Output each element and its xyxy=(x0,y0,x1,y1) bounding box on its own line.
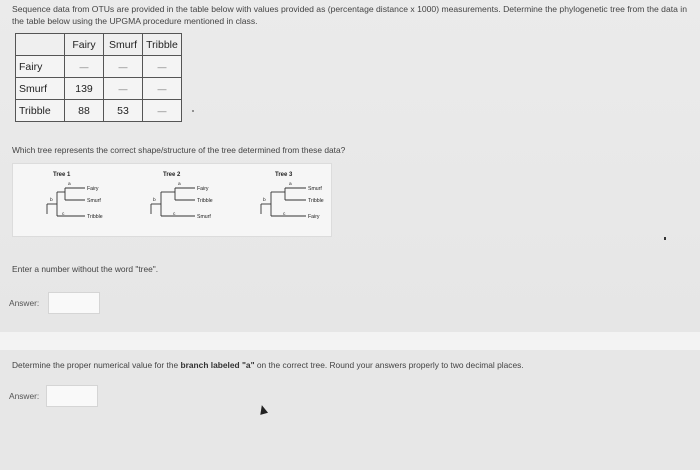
instruction-text: Enter a number without the word "tree". xyxy=(12,264,159,274)
table-cell: 88 xyxy=(65,100,104,122)
branch-answer-input[interactable] xyxy=(46,385,98,407)
stray-dot xyxy=(192,110,194,112)
tree-title: Tree 3 xyxy=(275,172,293,178)
answer-label: Answer: xyxy=(9,298,40,308)
table-row xyxy=(16,56,182,78)
leaf-label: Smurf xyxy=(197,214,211,220)
table-cell: — xyxy=(65,56,104,78)
table-cell: — xyxy=(104,56,143,78)
table-cell: — xyxy=(104,78,143,100)
tree-answer-input[interactable] xyxy=(48,292,100,314)
table-cell: 53 xyxy=(104,100,143,122)
tree-title: Tree 2 xyxy=(163,172,181,178)
branch-question-prefix: Determine the proper numerical value for the xyxy=(12,360,181,370)
column-header: Smurf xyxy=(104,34,143,56)
node-label-b: b xyxy=(153,198,156,203)
branch-question-text xyxy=(12,360,692,370)
node-label-c: c xyxy=(283,212,286,217)
table-row xyxy=(16,78,182,100)
tree-title: Tree 1 xyxy=(53,172,71,178)
table-cell: — xyxy=(143,78,182,100)
table-row xyxy=(16,100,182,122)
leaf-label: Fairy xyxy=(308,214,320,220)
row-header: Fairy xyxy=(16,56,65,78)
tree-3 xyxy=(261,172,324,220)
tree-question-text: Which tree represents the correct shape/structure of the tree determined from these data? xyxy=(12,145,346,155)
row-header: Smurf xyxy=(16,78,65,100)
distance-table xyxy=(15,33,182,122)
column-header: Fairy xyxy=(65,34,104,56)
leaf-label: Fairy xyxy=(87,186,99,192)
table-header-row xyxy=(16,34,182,56)
answer-label: Answer: xyxy=(9,391,40,401)
node-label-a: a xyxy=(289,182,292,187)
leaf-label: Fairy xyxy=(197,186,209,192)
node-label-b: b xyxy=(50,198,53,203)
node-label-a: a xyxy=(68,182,71,187)
branch-question-bold: branch labeled "a" xyxy=(180,360,255,370)
table-cell: — xyxy=(143,56,182,78)
leaf-label: Tribble xyxy=(197,198,213,204)
table-corner-cell xyxy=(16,34,65,56)
tree-1 xyxy=(47,172,103,220)
leaf-label: Tribble xyxy=(87,214,103,220)
question-text: Sequence data from OTUs are provided in the table below with values provided as (percentage distance x 1000) measurements. Determine the phylogenetic tree from the data in the table below using the UPGMA procedure mentioned in class. xyxy=(12,4,687,26)
node-label-c: c xyxy=(62,212,65,217)
leaf-label: Tribble xyxy=(308,198,324,204)
tree-options-image xyxy=(12,163,332,237)
leaf-label: Smurf xyxy=(308,186,322,192)
tree-diagrams xyxy=(13,164,331,236)
column-header: Tribble xyxy=(143,34,182,56)
table-cell: 139 xyxy=(65,78,104,100)
node-label-b: b xyxy=(263,198,266,203)
tree-2 xyxy=(151,172,213,220)
node-label-c: c xyxy=(173,212,176,217)
panel-separator xyxy=(0,332,700,350)
node-label-a: a xyxy=(178,182,181,187)
row-header: Tribble xyxy=(16,100,65,122)
stray-mark xyxy=(664,237,666,240)
table-cell: — xyxy=(143,100,182,122)
branch-question-suffix: on the correct tree. Round your answers properly to two decimal places. xyxy=(254,360,524,370)
leaf-label: Smurf xyxy=(87,198,101,204)
